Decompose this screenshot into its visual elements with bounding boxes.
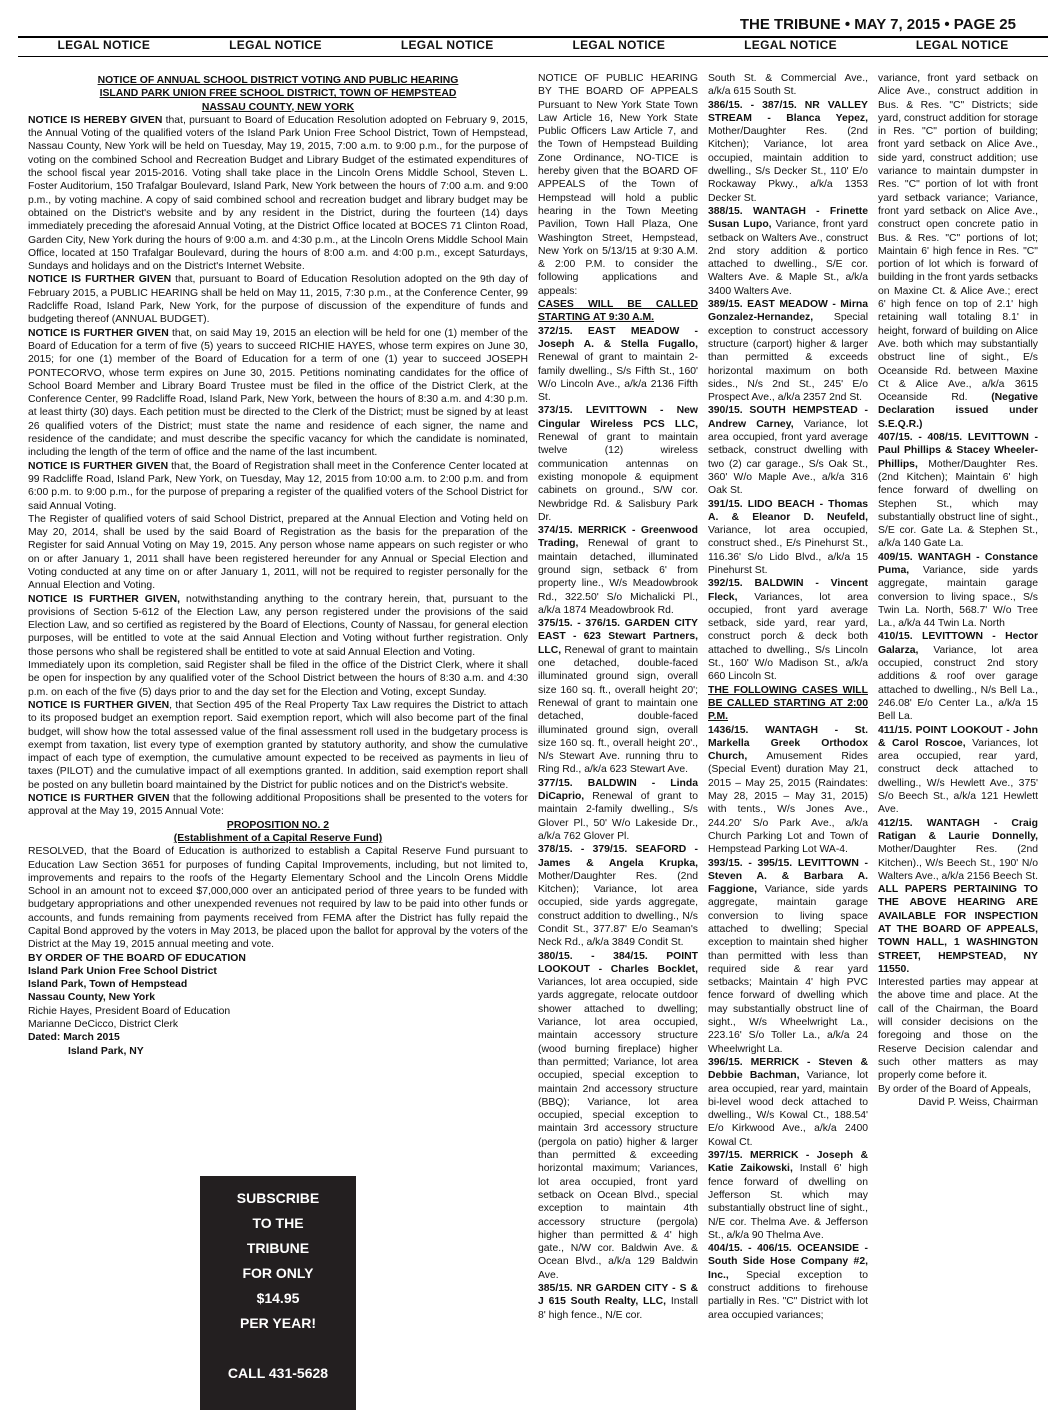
promo-line: SUBSCRIBE: [236, 1190, 320, 1206]
appeal-case: [538, 950, 698, 1282]
signoff-line: Island Park, Town of Hempstead: [28, 979, 188, 991]
notice-text: that the following additional Propositions shall be presented to the voters for approval at the May 19, 2015 Annual Vote:: [28, 793, 528, 818]
appeal-case: [538, 843, 698, 949]
case-heading: 391/15. LIDO BEACH - Thomas A. & Eleanor D. Neufeld,: [708, 498, 868, 523]
case-text: Variances, lot area occupied, rear yard, construct deck attached to dwelling., W/s Hewlett Ave., 375' S/o Beech St., a/k/a 121 Hewlett Ave.: [878, 737, 1038, 816]
appeal-case: [878, 630, 1038, 723]
notice-paragraph: [28, 699, 528, 792]
appeal-case: [708, 1242, 868, 1322]
appeal-case: [538, 298, 698, 325]
case-heading: 377/15. BALDWIN - Linda DiCaprio,: [538, 777, 698, 803]
notice-paragraph: [28, 114, 528, 274]
notice-paragraph: [28, 460, 528, 513]
case-heading: 1436/15. WANTAGH - St. Markella Greek Orthodox Church,: [708, 724, 868, 763]
appeal-case: [538, 1282, 698, 1322]
notice-text: , that Section 495 of the Real Property Tax Law requires the District to attach to its proposed budget an exemption report. Said exemption report, which will also become part of the final budget, will show how the total assessed value of the final assessment roll used in the budgetary process is exempt from taxation, list every type of exemption granted by statutory authority, and show the cumulative impact of each type of exemption, the cumulative amount expected to be received as payments in lieu of taxes (PILOT) and the cumulative impact of all exemptions granted. In addition, said exemption report shall be posted on any bulletin board maintained by the District for public notices and on the District's website.: [28, 699, 528, 791]
notice-paragraph: [28, 273, 528, 326]
case-heading: CASES WILL BE CALLED STARTING AT 9:30 A.M.: [538, 299, 698, 324]
appeal-case: [538, 325, 698, 405]
case-heading: 385/15. NR GARDEN CITY - S & J 615 South Realty, LLC,: [538, 1283, 698, 1308]
appeal-case: [708, 99, 868, 205]
appeal-case: [708, 205, 868, 298]
notice-text: that, pursuant to Board of Education Resolution adopted on the 9th day of February 2015, a PUBLIC HEARING shall be held on May 11, 2015, 7:30 p.m., at the Conference Center, 99 Radcliffe Road, Island Park, New York, for the purpose of discussion of the expenditure of funds and budgeting thereof (ANNUAL BUDGET).: [28, 274, 528, 326]
case-text: Install 8' high fence., N/E cor.: [538, 1296, 699, 1321]
notice-heading: ISLAND PARK UNION FREE SCHOOL DISTRICT, TOWN OF HEMPSTEAD: [99, 88, 457, 100]
section-label: LEGAL NOTICE: [229, 38, 322, 52]
case-heading: 378/15. - 379/15. SEAFORD - James & Angela Krupka,: [538, 844, 698, 869]
case-text: Install 6' high fence forward of dwelling on Jefferson St. which may substantially obstruct line of sight., N/E cor. Thelma Ave. & Jefferson St., a/k/a 90 Thelma Ave.: [708, 1163, 868, 1241]
promo-line: TRIBUNE: [246, 1240, 310, 1256]
appeal-case: [708, 404, 868, 497]
appeals-column-1: [538, 72, 698, 1322]
case-heading: 375/15. - 376/15. GARDEN CITY EAST - 623 Stewart Partners, LLC,: [538, 618, 698, 656]
promo-line: PER YEAR!: [240, 1315, 316, 1331]
page-title: THE TRIBUNE • MAY 7, 2015 • PAGE 25: [739, 16, 1016, 33]
appeal-case: [708, 498, 868, 578]
school-district-notice: [28, 74, 528, 1058]
case-heading: 409/15. WANTAGH - Constance Puma,: [878, 551, 1038, 576]
signoff-line: Nassau County, New York: [28, 992, 156, 1004]
case-heading: 373/15. LEVITTOWN - New Cingular Wireless PCS LLC,: [538, 405, 698, 430]
notice-text: that, the Board of Registration shall meet in the Conference Center located at 99 Radcliffe Road, Island Park, New York, on Tuesday, May 12, 2015 from 10:00 a.m. to 2:00 p.m. and from 6:00 p.m. to 9:00 p.m., for the purpose of preparing a register of the qualified voters of the School District for said Annual Voting.: [28, 460, 528, 512]
case-heading: 410/15. LEVITTOWN - Hector Galarza,: [878, 631, 1038, 656]
proposition-subtitle: (Establishment of a Capital Reserve Fund): [173, 832, 383, 844]
case-text: Variances, lot area occupied, side yards aggregate, relocate outdoor shower attached to dwelling; Variance, lot area occupied, maintain accessory structure (wood burning fireplace) higher than permitted; Variance, lot area occupied, special exception to maintain 2nd accessory structure (BBQ); Variance, lot area occupied, special exception to maintain 3rd accessory structure (pergola on patio) higher & larger than permitted & exceeding horizontal maximum; Variances, lot area occupied, front yard setback on Ocean Blvd., special exception to maintain 4th accessory structure (pergola) higher than permitted & 4' high gate., N/W cor. Baldwin Ave. & Ocean Blvd., a/k/a 129 Baldwin Ave.: [538, 977, 698, 1281]
case-text: Mother/Daughter Res. (2nd Kitchen); Variance, lot area occupied, side yards aggregate, construct addition to dwelling., N/s Condit St., 377.87' E/o Seaman's Neck Rd., a/k/a 3849 Condit St.: [538, 870, 698, 949]
appeals-column-2: [708, 72, 868, 1322]
appeal-case: [538, 524, 698, 617]
notice-lead: NOTICE IS FURTHER GIVEN: [28, 793, 170, 805]
appeal-case: [708, 1149, 868, 1242]
label-rule: [18, 56, 1048, 57]
case-heading: 372/15. EAST MEADOW - Joseph A. & Stella Fugallo,: [538, 325, 698, 350]
section-label: LEGAL NOTICE: [572, 38, 666, 52]
notice-text: notwithstanding anything to the contrary herein, that, pursuant to the provisions of Section 5-612 of the Election Law, any person registered under the provisions of the said Election Law, and so certified as registered by the Board of Elections, County of Nassau, for general election purposes, will be entitled to vote at the said Annual Election and Voting without further registration. Only those persons who shall be registered shall be entitled to vote at said Annual Election and Voting.: [28, 593, 529, 658]
case-text: Variance, side yards aggregate, maintain garage conversion to living space., S/s Twin La. North, 568.7' W/o Tree La., a/k/a 44 Twin La. North: [878, 564, 1038, 630]
case-heading: 374/15. MERRICK - Greenwood Trading,: [538, 525, 698, 550]
section-label: LEGAL NOTICE: [915, 38, 1009, 52]
notice-lead: NOTICE IS HEREBY GIVEN: [28, 114, 163, 126]
case-heading: 392/15. BALDWIN - Vincent Fleck,: [708, 578, 868, 603]
notice-text: The Register of qualified voters of said School District, prepared at the Annual Election and Voting held on May 20, 2014, shall be used by the said Board of Registration as the basis for the preparation of the Register for said Annual Voting on May 19, 2015. Any person whose name appears on such register or who on or after January 1, 2011 shall have been registered hereunder for any Annual or Special Election and Voting conducted at any time on or after January 1, 2011, will not be required to register personally for the Annual Election and Voting.: [28, 513, 528, 592]
page-header: [738, 16, 1038, 38]
case-text: Amusement Rides (Special Event) duration May 21, 2015 – May 25, 2015 (Raindates: May 28, 2015 – May 31, 2015) with tents., W/s Jones Ave., 244.20' S/o Park Ave., a/k/a Church Parking Lot and Town of Hempstead Parking Lot WA-4.: [708, 751, 868, 856]
case-heading: 411/15. POINT LOOKOUT - John & Carol Roscoe,: [878, 724, 1038, 749]
case-text: Variance, front yard setback on Walters Ave., construct 2nd story addition & portico attached to dwelling., S/E cor. Walters Ave. & Maple St., a/k/a 3400 Walters Ave.: [708, 219, 868, 297]
case-heading: 412/15. WANTAGH - Craig Ratigan & Laurie Donnelly,: [878, 817, 1038, 842]
case-heading: 393/15. - 395/15. LEVITTOWN - Steven A. & Barbara A. Faggione,: [708, 857, 868, 896]
case-note: (Negative Declaration issued under S.E.Q.R.): [878, 392, 1038, 430]
notice-paragraph: [28, 593, 528, 659]
promo-price: $14.95: [256, 1290, 300, 1306]
notice-lead: NOTICE IS FURTHER GIVEN: [28, 460, 169, 472]
section-labels: [18, 38, 1048, 56]
proposition-title: PROPOSITION NO. 2: [226, 819, 330, 831]
case-text: Renewal of grant to maintain detached, illuminated ground sign, setback 6' from property line., W/s Meadowbrook Rd., 322.50' S/o Michalicki Pl., a/k/a 1874 Meadowbrook Rd.: [538, 538, 698, 616]
case-text: variance, front yard setback on Alice Ave., construct addition in Bus. & Res. "C" Districts; side yard, construct addition for storage in Res. "C" portion of building; front yard setback on Alice Ave., side yard, construct addition; use variance to maintain dumpster in Res. "C" portion of lot with front yard setback variance; Variance, front yard setback on Alice Ave., construct open concrete patio in Bus. & Res. "C" portions of lot; Maintain 6' high fence in Res. "C" portion of lot which is forward of building in the front yards setbacks on Maxine Ct. & Alice Ave.; erect 6' high fence on top of 2.1' high retaining wall totaling 8.1' in height, forward of building on Alice Ave. both which may substantially obstruct line of sight., E/s Oceanside Rd. between Maxine Ct & Alice Ave., a/k/a 3615 Oceanside Rd.: [878, 73, 1038, 404]
notice-lead: NOTICE IS FURTHER GIVEN: [28, 274, 172, 286]
appeal-case: [538, 404, 698, 524]
appeal-case: [878, 431, 1038, 551]
signoff-line: Marianne DeCicco, District Clerk: [28, 1019, 179, 1031]
dated-line: Dated: March 2015: [28, 1032, 120, 1044]
appeal-text: [708, 72, 868, 99]
case-text: Interested parties may appear at the above time and place. At the call of the Chairman, the Board will consider decisions on the foregoing and those on the Reserve Decision calendar and such other matters as may properly come before it.: [878, 977, 1038, 1082]
notice-paragraph: [28, 792, 528, 819]
case-text: Variance, lot area occupied, construct 2nd story additions & roof over garage attached to dwelling., N/s Bell La., 246.08' E/o Center La., a/k/a 15 Bell La.: [878, 644, 1038, 723]
case-text: South St. & Commercial Ave., a/k/a 615 South St.: [708, 73, 868, 98]
case-text: Renewal of grant to maintain one detached, double-faced illuminated ground sign, overall size 160 sq. ft., overall height 20'; Renewal of grant to maintain one detached, double-faced illuminated ground sign, overall size 160 sq. ft., overall height 20'., N/s Stewart Ave. running thru to Ring Rd., a/k/a 623 Stewart Ave.: [538, 644, 698, 776]
case-heading: 389/15. EAST MEADOW - Mirna Gonzalez-Hernandez,: [708, 299, 868, 324]
case-text: Renewal of grant to maintain twelve (12) wireless communication antennas on existing monopole & equipment cabinets on ground., S/W cor. Newbridge Rd. & Salisbury Park Dr.: [538, 432, 698, 523]
case-text: Mother/Daughter Res. (2nd Kitchen)., W/s Beech St., 190' N/o Walters Ave., a/k/a 2156 Beech St.: [878, 844, 1038, 882]
appeal-case: [708, 298, 868, 404]
case-heading: 397/15. MERRICK - Joseph & Katie Zaikowski,: [708, 1150, 868, 1175]
case-text: Variance, lot area occupied, rear yard, maintain bi-level wood deck attached to dwelling., W/s Kowal Ct., 188.54' E/o Kirkwood Ave., a/k/a 2400 Kowal Ct.: [708, 1070, 868, 1148]
case-text: Variances, lot area occupied, front yard average setback, side yard, rear yard, construct porch & deck both attached to dwelling., S/s Lincoln St., 160' W/o Madison St., a/k/a 660 Lincoln St.: [708, 591, 868, 683]
appeal-text: [878, 1083, 1038, 1096]
promo-line: FOR ONLY: [242, 1265, 314, 1281]
case-heading: 407/15. - 408/15. LEVITTOWN - Paul Phillips & Stacey Wheeler-Phillips,: [878, 432, 1038, 470]
signoff-line: Richie Hayes, President Board of Education: [28, 1005, 231, 1017]
case-text: David P. Weiss, Chairman: [918, 1096, 1038, 1108]
notice-paragraph: [28, 513, 528, 593]
appeal-text: [538, 72, 698, 298]
signoff-line: BY ORDER OF THE BOARD OF EDUCATION: [28, 952, 246, 964]
appeal-text: [878, 72, 1038, 431]
case-text: Renewal of grant to maintain 2-family dwelling., S/s Fifth St., 160' W/o Lincoln Ave., a/k/a 2136 Fifth St.: [538, 352, 698, 404]
appeal-case: [708, 724, 868, 857]
appeal-text: [878, 976, 1038, 1082]
subscribe-promo: [200, 1176, 356, 1410]
dated-place: Island Park, NY: [68, 1045, 144, 1057]
promo-line: TO THE: [252, 1215, 304, 1231]
appeal-case: [708, 1056, 868, 1149]
case-text: Variance, lot area occupied, construct shed., E/s Pinehurst St., 116.36' S/o Lido Blvd., a/k/a 15 Pinehurst St.: [708, 525, 868, 576]
notice-paragraph: [28, 659, 528, 699]
appeal-text: [878, 1096, 1038, 1109]
case-heading: ALL PAPERS PERTAINING TO THE ABOVE HEARING ARE AVAILABLE FOR INSPECTION AT THE BOARD OF APPEALS, TOWN HALL, 1 WASHINGTON STREET, HEMPSTEAD, NY 11550.: [878, 884, 1038, 975]
appeal-case: [708, 684, 868, 724]
section-label: LEGAL NOTICE: [57, 38, 151, 52]
case-text: Mother/Daughter Res. (2nd Kitchen); Maintain 6' high fence forward of dwelling on Stephen St., which may substantially obstruct line of sight., S/E cor. Gate La. & Stephen St., a/k/a 140 Gate La.: [878, 458, 1038, 550]
promo-phone: CALL 431-5628: [227, 1365, 329, 1381]
case-text: Variance, lot area occupied, front yard average setback, construct dwelling with two (2) car garage., S/s Oak St., 360' W/o Maple Ave., a/k/a 316 Oak St.: [708, 418, 869, 497]
notice-paragraphs: [28, 114, 528, 819]
appeal-case: [878, 817, 1038, 883]
notice-lead: NOTICE IS FURTHER GIVEN: [28, 327, 169, 339]
notice-text: that, on said May 19, 2015 an election will be held for one (1) member of the Board of Education for a term of five (5) years to succeed RICHIE HAYES, whose term expires on June 30, 2015; for one (1) member of the Board of Education for a term of one (1) year to succeed JOSEPH PONTECORVO, whose term expires on June 30, 2015. Petitions nominating candidates for the office of School Board Member and Library Board Trustee must be filed in the office of the District Clerk, at the Conference Center, 99 Radcliffe Road, Island Park, New York, between the hours of 8:30 a.m. and 4:30 p.m. at least thirty (30) days. Each petition must be directed to the Clerk of the District; must be signed by at least 26 qualified voters of the District; must state the name and residence of each signer, the name and residence of the candidate; and must describe the specific vacancy for which the candidate is nominated, including the length of the term of office and the name of the last incumbent.: [28, 327, 528, 459]
case-text: Special exception to construct additions to firehouse partially in Res. "C" District with lot area occupied variances;: [708, 1269, 868, 1321]
notice-lead: NOTICE IS FURTHER GIVEN: [28, 699, 170, 711]
notice-paragraph: [28, 327, 528, 460]
appeals-column-3: [878, 72, 1038, 1109]
case-text: Mother/Daughter Res. (2nd Kitchen); Variance, lot area occupied, maintain addition to dwelling., S/s Decker St., 110' E/o Rockaway Pkwy., a/k/a 1353 Decker St.: [708, 126, 868, 204]
case-heading: THE FOLLOWING CASES WILL BE CALLED STARTING AT 2:00 P.M.: [708, 684, 868, 723]
appeal-case: [538, 777, 698, 843]
appeal-case: [708, 857, 868, 1056]
appeal-case: [878, 724, 1038, 817]
case-text: By order of the Board of Appeals,: [878, 1083, 1032, 1095]
case-heading: 404/15. - 406/15. OCEANSIDE - South Side Hose Company #2, Inc.,: [708, 1243, 868, 1281]
case-text: Special exception to construct accessory structure (carport) higher & larger than permitted & exceeds horizontal maximum on both sides., N/s 2nd St., 245' E/o Prospect Ave., a/k/a 2357 2nd St.: [708, 312, 868, 404]
resolution-text: RESOLVED, that the Board of Education is authorized to establish a Capital Reserve Fund pursuant to Education Law Section 3651 for purposes of funding Capital Improvements, including, but not limited to, improvements and repairs to the roofs of the Hegarty Elementary School and the Lincoln Orens Middle School in an amount not to exceed $7,000,000 over an anticipated period of three years to be funded with budgetary appropriations and other unexpended revenues not required by law to be paid into other funds or accounts, and funds remaining from payments received from FEMA after the District has fully repaid the Capital Bond approved by the voters in May 2013, be placed upon the ballot for approval by the voters of the District at the May 19, 2015 annual meeting and vote.: [28, 846, 528, 951]
notice-heading: NOTICE OF ANNUAL SCHOOL DISTRICT VOTING AND PUBLIC HEARING: [97, 75, 459, 86]
case-text: Variance, side yards aggregate, maintain garage conversion to living space attached to dwelling; Special exception to maintain shed higher than permitted with less than required side & rear yard setbacks; Maintain 4' high PVC fence forward of dwelling which may substantially obstruct line of sight., W/s Wheelwright La., 223.16' S/o Toller La., a/k/a 24 Wheelwright La.: [708, 884, 868, 1055]
appeal-case: [708, 577, 868, 683]
case-heading: 380/15. - 384/15. POINT LOOKOUT - Charles Bocklet,: [538, 950, 698, 975]
case-heading: 388/15. WANTAGH - Frinette Susan Lupo,: [708, 205, 868, 231]
notice-text: Immediately upon its completion, said Register shall be filed in the office of the District Clerk, where it shall be open for inspection by any qualified voter of the School District between the hours of 8:30 a.m. and 4:30 p.m. on each of the five (5) days prior to and the day set for the Election and Voting, except Sunday.: [28, 660, 528, 698]
appeal-case: [878, 551, 1038, 631]
appeal-case: [538, 617, 698, 777]
case-heading: 396/15. MERRICK - Steven & Debbie Bachman,: [708, 1056, 868, 1082]
notice-text: that, pursuant to Board of Education Resolution adopted on February 9, 2015, the Annual Voting of the qualified voters of the Island Park Union Free School District, Town of Hempstead, Nassau County, New York will be held on Tuesday, May 19, 2015, 7:00 a.m. to 9:00 p.m., for the purpose of voting on the combined School and Recreation Budget and Library Budget of the estimated expenditures of the school fiscal year 2015-2016. Voting shall take place in the Lincoln Orens Middle School, Steven L. Foster Auditorium, 150 Trafalgar Boulevard, Island Park, New York between the hours of 7:00 a.m. and 9:00 p.m., by voting machine. A copy of said combined school and recreation budget and library budget may be obtained on the District's website and by any resident in the District, during the fourteen (14) days immediately preceding the aforesaid Annual Voting, at the District Office located at BOCES 71 Clinton Road, Garden City, New York during the hours of 9:00 a.m. and 4:30 p.m., at the Lincoln Orens Middle School Main Office, located at 150 Trafalgar Boulevard, during the hours of 8:00 a.m. and 4:00 p.m., except Saturdays, Sundays and holidays and on the District's Internet Website.: [28, 114, 528, 273]
section-label: LEGAL NOTICE: [400, 38, 494, 52]
case-text: NOTICE OF PUBLIC HEARING BY THE BOARD OF APPEALS Pursuant to New York State Town Law Article 16, New York State Public Officers Law Article 7, and the Town of Hempstead Building Zone Ordinance, NO-TICE is hereby given that the BOARD OF APPEALS of the Town of Hempstead will hold a public hearing in the Town Meeting Pavilion, Town Hall Plaza, One Washington Street, Hempstead, New York on 5/13/15 at 9:30 A.M. & 2:00 P.M. to consider the following applications and appeals:: [538, 73, 698, 297]
case-heading: 386/15. - 387/15. NR VALLEY STREAM - Blanca Yepez,: [708, 99, 868, 124]
appeal-case: [878, 883, 1038, 976]
signoff-line: Island Park Union Free School District: [28, 965, 217, 977]
case-text: Renewal of grant to maintain 2-family dwelling., S/s Glover Pl., 50' W/o Lakeside Dr., a/k/a 762 Glover Pl.: [538, 791, 698, 842]
section-label: LEGAL NOTICE: [744, 38, 837, 52]
case-heading: 390/15. SOUTH HEMPSTEAD - Andrew Carney,: [708, 405, 868, 430]
notice-lead: NOTICE IS FURTHER GIVEN,: [28, 593, 181, 605]
notice-heading: NASSAU COUNTY, NEW YORK: [201, 101, 355, 113]
